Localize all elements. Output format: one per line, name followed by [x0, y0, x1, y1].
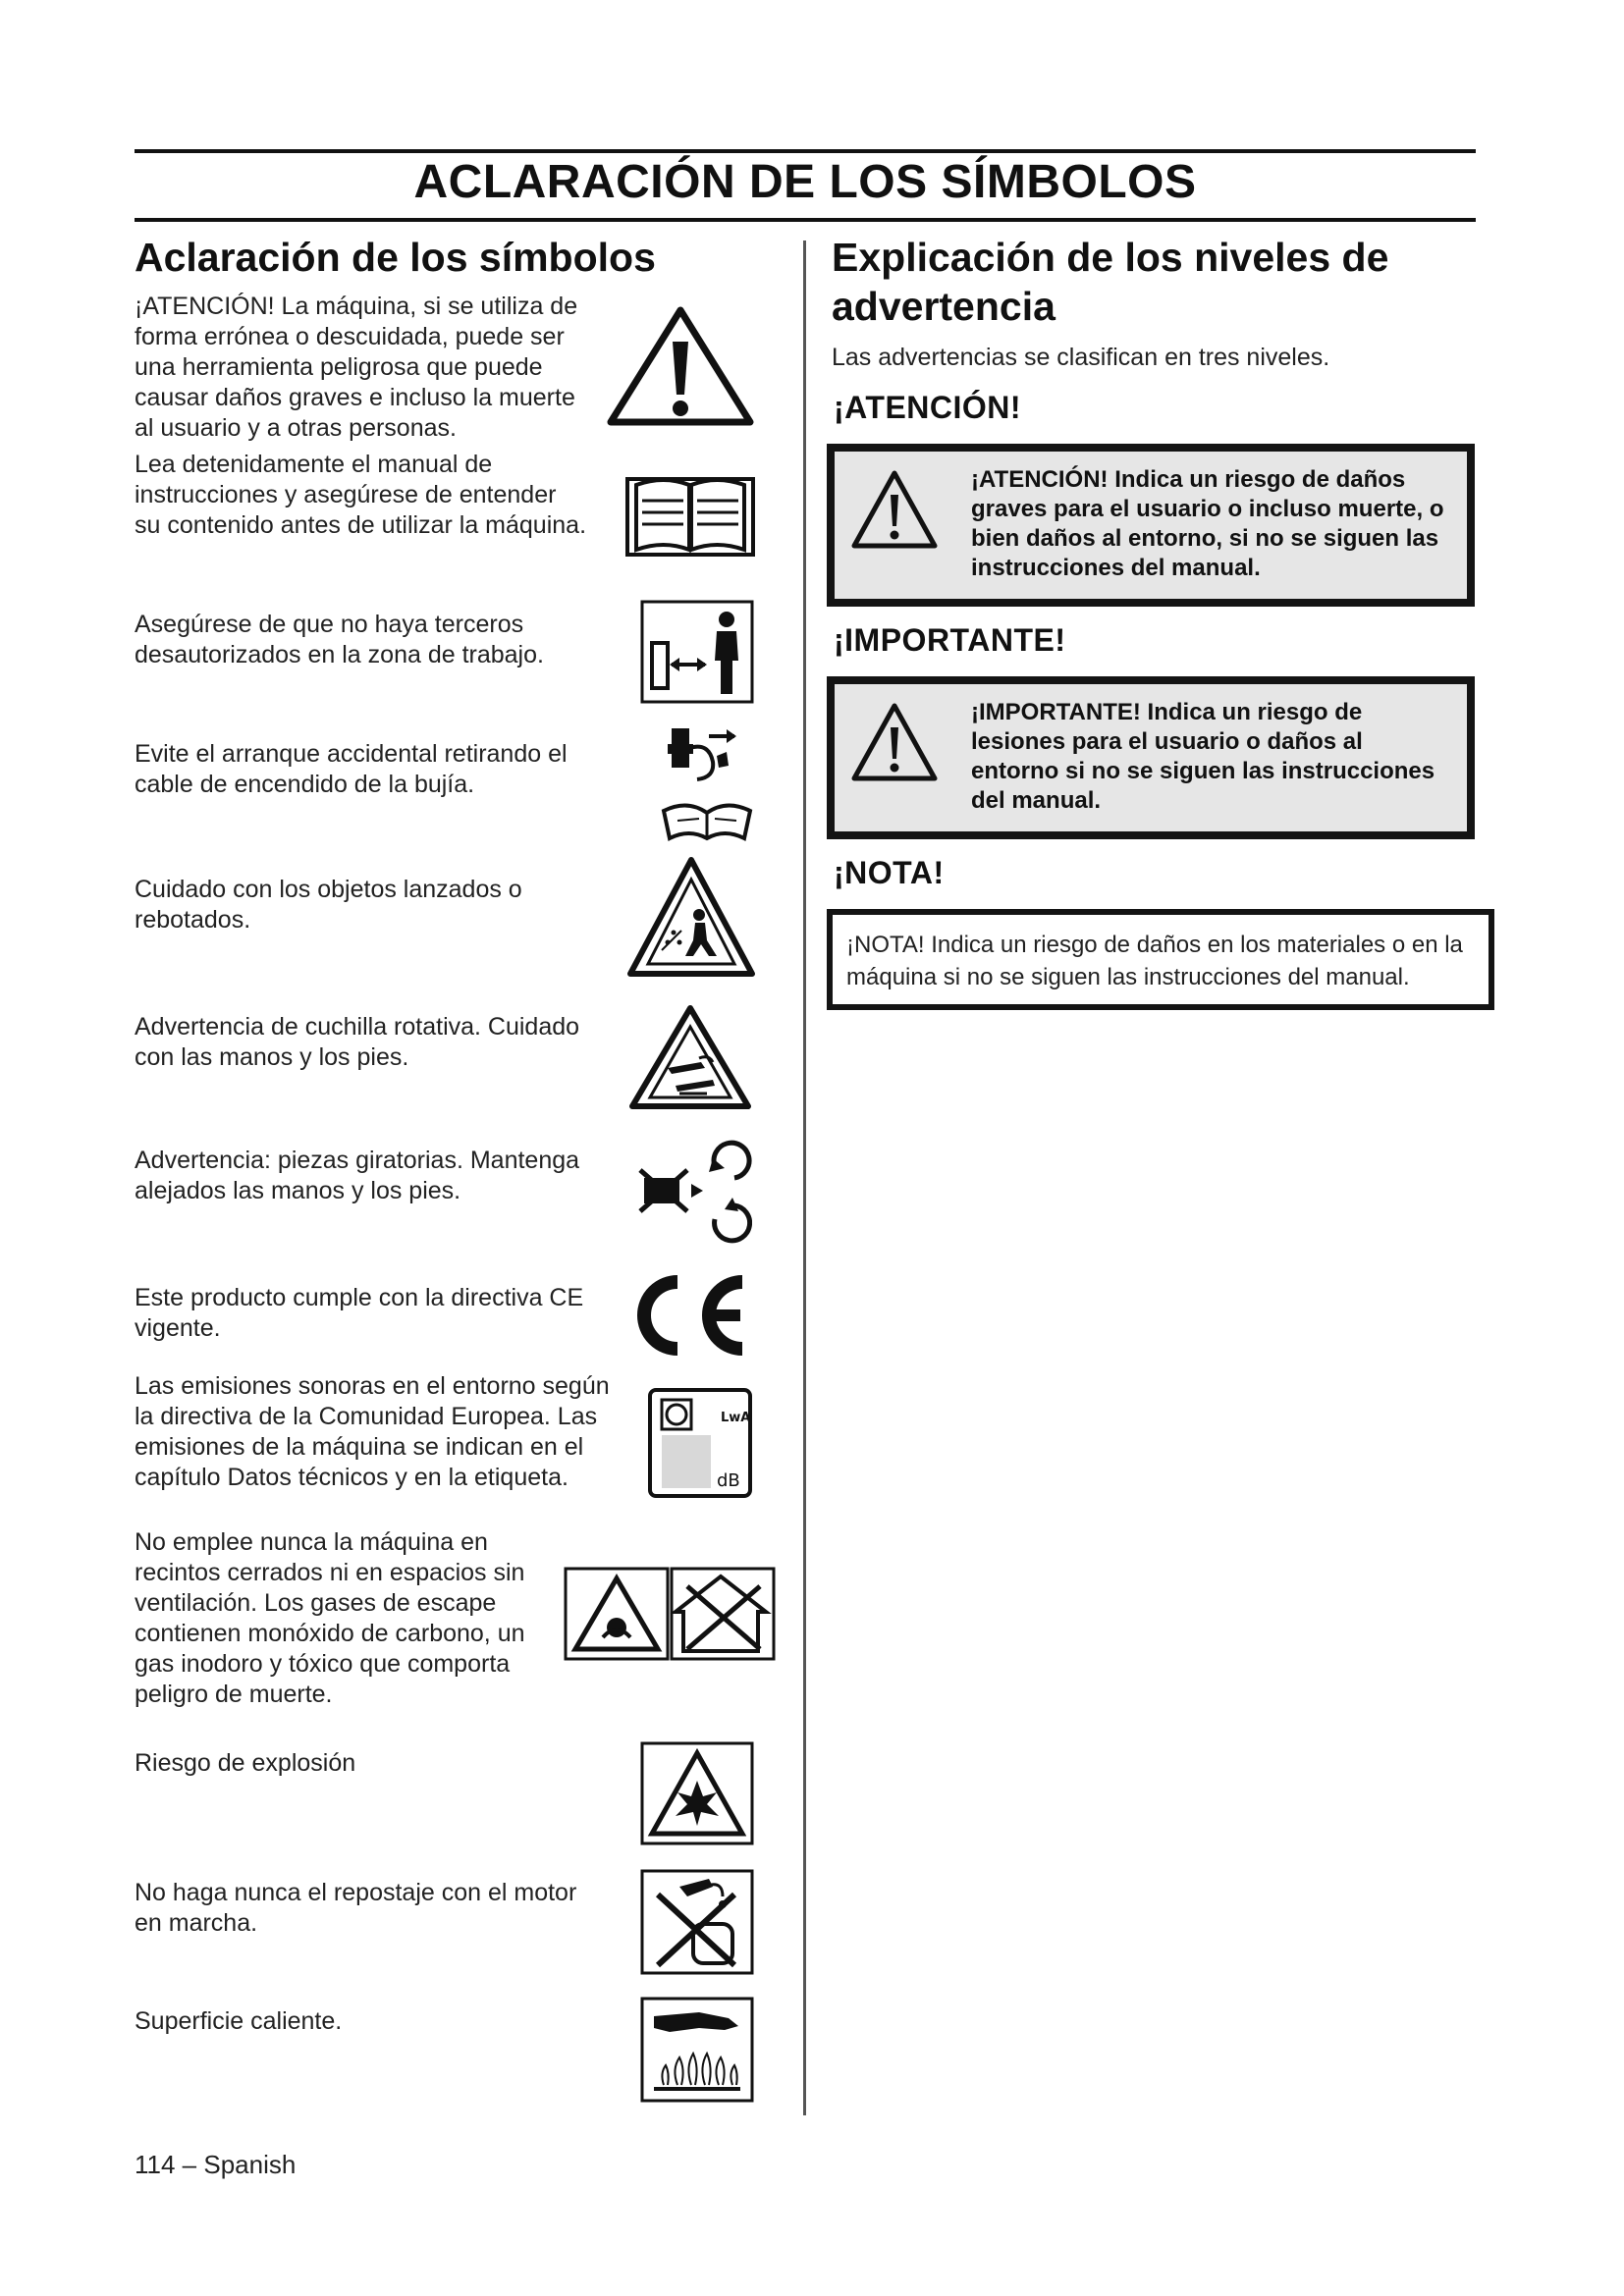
level-nota-title: ¡NOTA!	[834, 855, 945, 890]
warning-levels-intro: Las advertencias se clasifican en tres niveles.	[832, 344, 1330, 371]
level-atencion-text: ¡ATENCIÓN! Indica un riesgo de daños graves para el usuario o incluso muerte, o bien daños al entorno, si no se siguen las instrucciones del manual.	[971, 466, 1444, 581]
rotating-parts-icon	[636, 1133, 752, 1249]
safety-distance-person-icon	[640, 600, 754, 704]
carbon-monoxide-enclosed-space-icon	[564, 1567, 776, 1661]
symbol-text-no-refuel: No haga nunca el repostaje con el motor en marcha.	[135, 1879, 577, 1937]
lwa-label: LwA	[721, 1411, 751, 1425]
db-label: dB	[717, 1470, 740, 1491]
symbol-text-explosion: Riesgo de explosión	[135, 1749, 356, 1777]
level-importante-title: ¡IMPORTANTE!	[834, 622, 1066, 658]
open-manual-book-icon	[624, 467, 756, 558]
level-atencion-box	[827, 444, 1475, 607]
title-underline-rule	[135, 218, 1476, 222]
page-footer: 114 – Spanish	[135, 2150, 297, 2179]
symbol-text-third-parties: Asegúrese de que no haya terceros desautorizados en la zona de trabajo.	[135, 611, 544, 668]
symbol-text-manual: Lea detenidamente el manual de instrucciones y asegúrese de entender su contenido antes de utilizar la máquina.	[135, 451, 587, 539]
level-importante-text: ¡IMPORTANTE! Indica un riesgo de lesiones para el usuario o daños al entorno si no se siguen las instrucciones del manual.	[971, 699, 1435, 814]
symbol-text-carbon-monoxide: No emplee nunca la máquina en recintos cerrados ni en espacios sin ventilación. Los gases de escape contienen monóxido de carbono, un gas inodoro y tóxico que comporta peligro de muerte.	[135, 1528, 525, 1708]
level-nota-text: ¡NOTA! Indica un riesgo de daños en los materiales o en la máquina si no se siguen las instrucciones del manual.	[846, 932, 1463, 990]
top-rule	[135, 149, 1476, 153]
ce-mark-icon	[624, 1266, 754, 1364]
symbol-text-noise: Las emisiones sonoras en el entorno según la directiva de la Comunidad Europea. Las emisiones de la máquina se indican en el capítulo Datos técnicos y en la etiqueta.	[135, 1372, 610, 1491]
symbol-text-rotating-parts: Advertencia: piezas giratorias. Mantenga alejados las manos y los pies.	[135, 1147, 580, 1204]
left-section-heading: Aclaración de los símbolos	[135, 235, 656, 280]
symbol-text-ce: Este producto cumple con la directiva CE vigente.	[135, 1284, 584, 1342]
rotating-blade-warning-icon	[628, 1003, 752, 1111]
hot-surface-icon	[640, 1997, 754, 2103]
thrown-objects-warning-icon	[626, 854, 756, 980]
warning-triangle-icon	[607, 304, 754, 426]
right-section-heading: Explicación de los niveles de advertencia	[832, 235, 1389, 329]
no-refuel-engine-running-icon	[640, 1869, 754, 1975]
level-importante-box	[827, 676, 1475, 839]
level-atencion-title: ¡ATENCIÓN!	[834, 390, 1022, 425]
symbol-text-rotating-blade: Advertencia de cuchilla rotativa. Cuidado con las manos y los pies.	[135, 1013, 580, 1071]
spark-plug-disconnect-icon	[658, 722, 756, 844]
column-divider	[803, 240, 806, 2115]
explosion-risk-icon	[640, 1741, 754, 1845]
symbol-text-warning: ¡ATENCIÓN! La máquina, si se utiliza de forma errónea o descuidada, puede ser una herramienta peligrosa que puede causar daños graves e incluso la muerte al usuario y a otras personas.	[135, 293, 578, 442]
warning-triangle-icon	[850, 469, 939, 550]
warning-triangle-icon	[850, 702, 939, 782]
noise-emission-lwa-db-icon	[648, 1388, 752, 1498]
symbol-text-spark-plug: Evite el arranque accidental retirando el cable de encendido de la bujía.	[135, 740, 568, 798]
page-title: ACLARACIÓN DE LOS SÍMBOLOS	[413, 156, 1197, 208]
symbol-text-thrown-objects: Cuidado con los objetos lanzados o rebotados.	[135, 876, 522, 934]
symbol-text-hot-surface: Superficie caliente.	[135, 2007, 343, 2035]
level-nota-box	[827, 909, 1494, 1010]
